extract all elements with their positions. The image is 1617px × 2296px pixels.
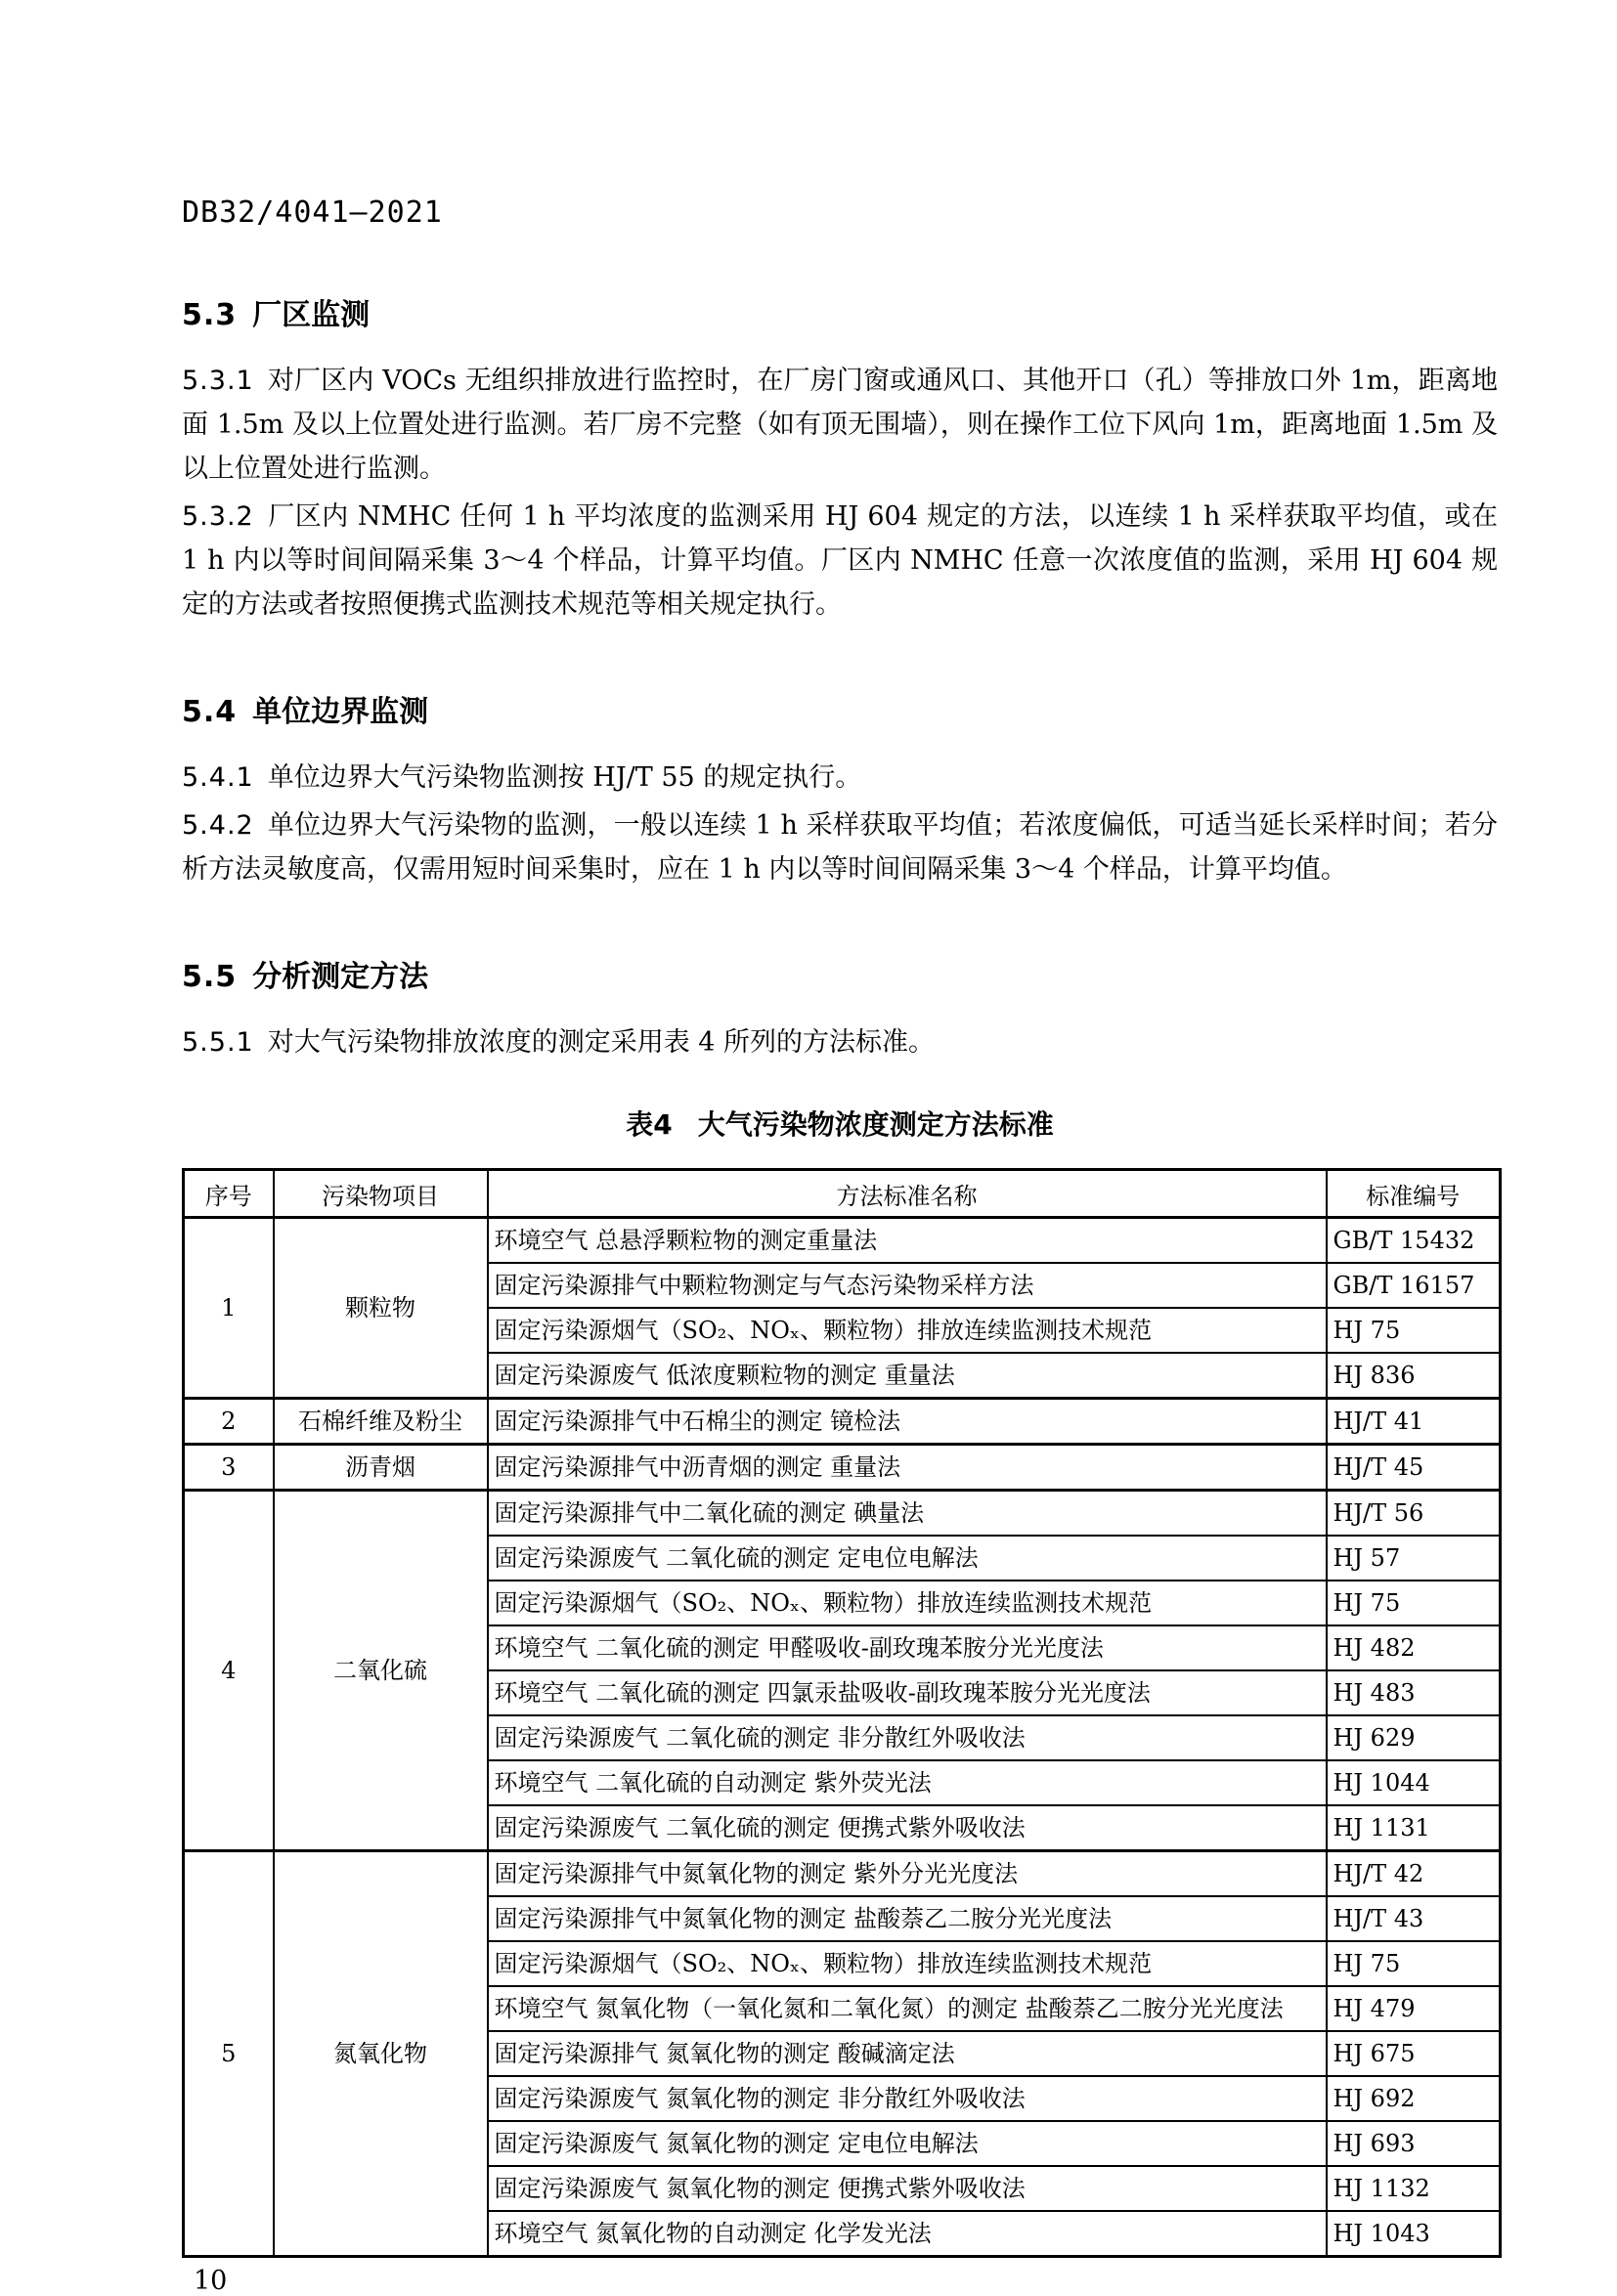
row-number-cell: 5 <box>184 1851 274 2257</box>
standard-code-cell: HJ 75 <box>1327 1581 1501 1625</box>
clause-number: 5.3.2 <box>182 501 254 532</box>
clause-text: 厂区内 NMHC 任何 1 h 平均浓度的监测采用 HJ 604 规定的方法，以连续 1 h 采样获取平均值，或在 1 h 内以等时间间隔采集 3～4 个样品，计算平均值。厂区内 NMHC 任意一次浓度值的监测，采用 HJ 604 规定的方法或者按照便携式监测技术规范等相关规定执行。 <box>182 501 1498 620</box>
method-name-cell: 环境空气 氮氧化物（一氧化氮和二氧化氮）的测定 盐酸萘乙二胺分光光度法 <box>488 1986 1327 2031</box>
row-number-cell: 3 <box>184 1445 274 1491</box>
standard-code-cell: HJ 57 <box>1327 1536 1501 1581</box>
pollutant-cell: 石棉纤维及粉尘 <box>274 1399 488 1445</box>
pollutant-cell: 颗粒物 <box>274 1218 488 1399</box>
pollutant-cell: 氮氧化物 <box>274 1851 488 2257</box>
table-header-row <box>184 1170 1501 1218</box>
section-title: 分析测定方法 <box>252 960 429 994</box>
section-heading-5-4 <box>182 687 1498 730</box>
standard-code-cell: GB/T 16157 <box>1327 1263 1501 1308</box>
section-number: 5.4 <box>182 695 238 729</box>
col-header-pollutant: 污染物项目 <box>274 1170 488 1218</box>
clause-5-3-2 <box>182 495 1498 627</box>
col-header-method-name: 方法标准名称 <box>488 1170 1327 1218</box>
standard-code-cell: HJ 675 <box>1327 2031 1501 2076</box>
clause-number: 5.4.1 <box>182 762 254 793</box>
clause-text: 对大气污染物排放浓度的测定采用表 4 所列的方法标准。 <box>267 1027 936 1058</box>
method-name-cell: 固定污染源废气 氮氧化物的测定 便携式紫外吸收法 <box>488 2166 1327 2211</box>
pollutant-cell: 沥青烟 <box>274 1445 488 1491</box>
standard-code-cell: HJ 479 <box>1327 1986 1501 2031</box>
method-name-cell: 固定污染源排气中氮氧化物的测定 紫外分光光度法 <box>488 1851 1327 1897</box>
method-name-cell: 固定污染源废气 二氧化硫的测定 便携式紫外吸收法 <box>488 1805 1327 1851</box>
section-number: 5.3 <box>182 298 238 332</box>
method-name-cell: 固定污染源烟气（SO₂、NOₓ、颗粒物）排放连续监测技术规范 <box>488 1308 1327 1353</box>
table-caption-title: 大气污染物浓度测定方法标准 <box>697 1108 1054 1141</box>
standard-code-cell: HJ 1044 <box>1327 1760 1501 1805</box>
clause-text: 单位边界大气污染物监测按 HJ/T 55 的规定执行。 <box>267 762 862 793</box>
standard-code-cell: HJ 482 <box>1327 1625 1501 1670</box>
table-row <box>184 1218 1501 1264</box>
clause-number: 5.3.1 <box>182 366 254 396</box>
standard-code-cell: HJ 1043 <box>1327 2211 1501 2257</box>
row-number-cell: 4 <box>184 1491 274 1851</box>
table-row <box>184 1445 1501 1491</box>
standard-code-cell: HJ/T 45 <box>1327 1445 1501 1491</box>
table-caption-label: 表4 <box>626 1108 673 1141</box>
row-number-cell: 1 <box>184 1218 274 1399</box>
standard-code-cell: HJ 629 <box>1327 1715 1501 1760</box>
method-name-cell: 固定污染源废气 氮氧化物的测定 定电位电解法 <box>488 2121 1327 2166</box>
table-row <box>184 1399 1501 1445</box>
method-standards-table <box>182 1168 1502 2258</box>
method-name-cell: 固定污染源排气中氮氧化物的测定 盐酸萘乙二胺分光光度法 <box>488 1896 1327 1941</box>
standard-code-cell: GB/T 15432 <box>1327 1218 1501 1264</box>
table-caption <box>182 1104 1498 1143</box>
section-title: 厂区监测 <box>252 298 371 332</box>
clause-5-4-2 <box>182 803 1498 891</box>
table-row <box>184 1491 1501 1537</box>
method-name-cell: 固定污染源排气中沥青烟的测定 重量法 <box>488 1445 1327 1491</box>
method-name-cell: 固定污染源排气 氮氧化物的测定 酸碱滴定法 <box>488 2031 1327 2076</box>
section-title: 单位边界监测 <box>252 695 429 729</box>
standard-code-cell: HJ/T 41 <box>1327 1399 1501 1445</box>
method-name-cell: 固定污染源烟气（SO₂、NOₓ、颗粒物）排放连续监测技术规范 <box>488 1941 1327 1986</box>
col-header-code: 标准编号 <box>1327 1170 1501 1218</box>
method-name-cell: 固定污染源废气 二氧化硫的测定 定电位电解法 <box>488 1536 1327 1581</box>
method-name-cell: 固定污染源排气中二氧化硫的测定 碘量法 <box>488 1491 1327 1537</box>
method-name-cell: 固定污染源废气 氮氧化物的测定 非分散红外吸收法 <box>488 2076 1327 2121</box>
clause-text: 单位边界大气污染物的监测，一般以连续 1 h 采样获取平均值；若浓度偏低，可适当延长采样时间；若分析方法灵敏度高，仅需用短时间采集时，应在 1 h 内以等时间间隔采集 3～4 个样品，计算平均值。 <box>182 810 1498 885</box>
method-name-cell: 固定污染源废气 二氧化硫的测定 非分散红外吸收法 <box>488 1715 1327 1760</box>
clause-5-4-1 <box>182 756 1498 800</box>
method-name-cell: 环境空气 氮氧化物的自动测定 化学发光法 <box>488 2211 1327 2257</box>
standard-code-cell: HJ 1131 <box>1327 1805 1501 1851</box>
clause-number: 5.4.2 <box>182 810 254 841</box>
standard-code-cell: HJ 693 <box>1327 2121 1501 2166</box>
method-name-cell: 环境空气 二氧化硫的测定 甲醛吸收-副玫瑰苯胺分光光度法 <box>488 1625 1327 1670</box>
standard-code-cell: HJ 75 <box>1327 1941 1501 1986</box>
table-row <box>184 1851 1501 1897</box>
clause-text: 对厂区内 VOCs 无组织排放进行监控时，在厂房门窗或通风口、其他开口（孔）等排放口外 1m，距离地面 1.5m 及以上位置处进行监测。若厂房不完整（如有顶无围墙），则在操作工位下风向 1m，距离地面 1.5m 及以上位置处进行监测。 <box>182 366 1498 484</box>
standard-code-cell: HJ 692 <box>1327 2076 1501 2121</box>
method-name-cell: 环境空气 二氧化硫的测定 四氯汞盐吸收-副玫瑰苯胺分光光度法 <box>488 1670 1327 1715</box>
method-name-cell: 固定污染源烟气（SO₂、NOₓ、颗粒物）排放连续监测技术规范 <box>488 1581 1327 1625</box>
method-name-cell: 固定污染源排气中石棉尘的测定 镜检法 <box>488 1399 1327 1445</box>
clause-number: 5.5.1 <box>182 1027 254 1058</box>
method-name-cell: 固定污染源废气 低浓度颗粒物的测定 重量法 <box>488 1353 1327 1399</box>
row-number-cell: 2 <box>184 1399 274 1445</box>
col-header-seq: 序号 <box>184 1170 274 1218</box>
standard-code-cell: HJ 75 <box>1327 1308 1501 1353</box>
doc-number: DB32/4041—2021 <box>182 195 443 230</box>
page-number: 10 <box>194 2266 228 2296</box>
standard-code-cell: HJ 836 <box>1327 1353 1501 1399</box>
standard-code-cell: HJ 483 <box>1327 1670 1501 1715</box>
standard-code-cell: HJ/T 43 <box>1327 1896 1501 1941</box>
pollutant-cell: 二氧化硫 <box>274 1491 488 1851</box>
standard-code-cell: HJ/T 56 <box>1327 1491 1501 1537</box>
clause-5-5-1 <box>182 1020 1498 1064</box>
section-heading-5-3 <box>182 290 1498 333</box>
section-heading-5-5 <box>182 952 1498 995</box>
method-name-cell: 环境空气 二氧化硫的自动测定 紫外荧光法 <box>488 1760 1327 1805</box>
clause-5-3-1 <box>182 359 1498 491</box>
section-number: 5.5 <box>182 960 238 994</box>
method-name-cell: 环境空气 总悬浮颗粒物的测定重量法 <box>488 1218 1327 1264</box>
standard-code-cell: HJ/T 42 <box>1327 1851 1501 1897</box>
method-name-cell: 固定污染源排气中颗粒物测定与气态污染物采样方法 <box>488 1263 1327 1308</box>
standard-code-cell: HJ 1132 <box>1327 2166 1501 2211</box>
